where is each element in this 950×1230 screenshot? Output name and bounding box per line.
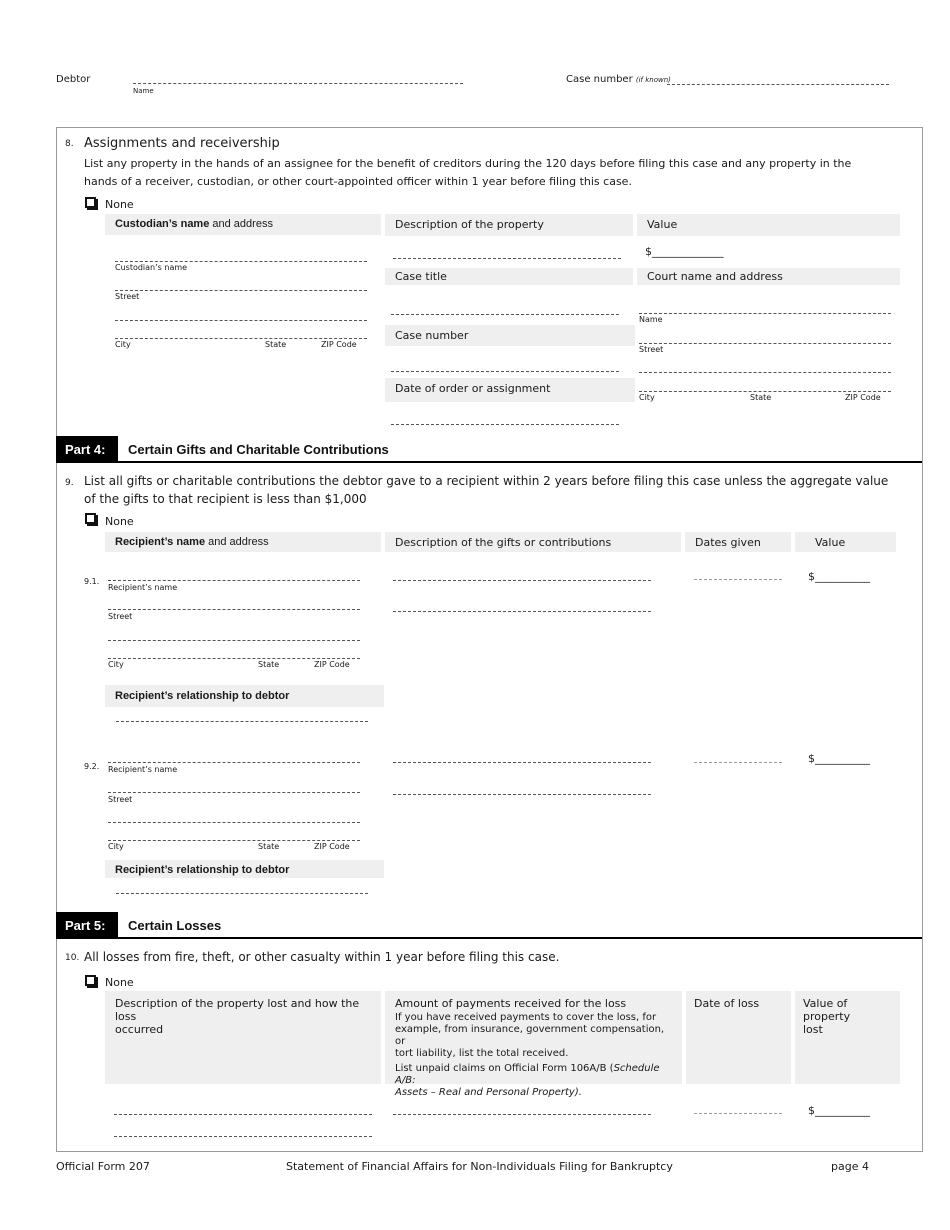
- q9-entry1-zip-label: ZIP Code: [314, 660, 350, 669]
- q9-entry2-street-label: Street: [108, 795, 133, 804]
- q9-entry1-city-label: City: [108, 660, 124, 669]
- q9-text-line2: of the gifts to that recipient is less than $1,000: [84, 492, 367, 506]
- q9-entry1-state-label: State: [258, 660, 280, 669]
- q9-dates-header: Dates given: [685, 532, 791, 552]
- q9-number: 9.: [65, 478, 74, 488]
- q9-entry2-city-label: City: [108, 842, 124, 851]
- part4-bar: [56, 436, 922, 463]
- q8-court-zip-label: ZIP Code: [845, 393, 881, 402]
- q9-entry2-street-field[interactable]: [108, 792, 360, 793]
- footer-title: Statement of Financial Affairs for Non-Individuals Filing for Bankruptcy: [286, 1160, 673, 1173]
- case-number-field[interactable]: [667, 84, 889, 85]
- q10-number: 10.: [65, 953, 80, 963]
- q9-entry2-relationship-header: Recipient’s relationship to debtor: [105, 860, 384, 878]
- q9-entry1-address-line-field[interactable]: [108, 640, 360, 641]
- footer-form-name: Official Form 207: [56, 1160, 150, 1173]
- q8-court-street-field[interactable]: [639, 343, 891, 344]
- q8-street-label: Street: [115, 292, 140, 301]
- q8-case-title-field[interactable]: [391, 314, 619, 315]
- debtor-label: Debtor: [56, 74, 91, 85]
- q8-none-label: None: [105, 198, 134, 211]
- q9-entry2-dates-field[interactable]: [694, 762, 782, 763]
- q9-entry1-recipient-name-field[interactable]: [108, 580, 360, 581]
- q8-court-state-label: State: [750, 393, 772, 402]
- q9-entry1-description-field2[interactable]: [393, 611, 651, 612]
- q9-entry2-zip-label: ZIP Code: [314, 842, 350, 851]
- part4-label: Part 4:: [56, 436, 118, 463]
- q9-text-line1: List all gifts or charitable contributions the debtor gave to a recipient within 2 years before filing this case unless the aggregate value: [84, 474, 889, 488]
- q9-entry1-description-field1[interactable]: [393, 580, 651, 581]
- q8-zip-label: ZIP Code: [321, 340, 357, 349]
- q9-recipient-header: Recipient’s name and address: [105, 532, 381, 552]
- q8-city-label: City: [115, 340, 131, 349]
- q8-number: 8.: [65, 139, 74, 149]
- part5-title: Certain Losses: [128, 918, 222, 933]
- q9-none-label: None: [105, 515, 134, 528]
- q8-court-name-label: Name: [639, 315, 663, 324]
- q8-case-number-header: Case number: [385, 325, 635, 346]
- q8-description-line1: List any property in the hands of an assignee for the benefit of creditors during the 120 days before filing this case and any property in the: [84, 157, 852, 170]
- q9-entry1-recipient-name-label: Recipient’s name: [108, 583, 178, 592]
- q9-entry1-dates-field[interactable]: [694, 579, 782, 580]
- q8-court-header: Court name and address: [637, 268, 900, 285]
- q8-description-line2: hands of a receiver, custodian, or other court-appointed officer within 1 year before filing this case.: [84, 175, 632, 188]
- q10-amount-header: Amount of payments received for the loss If you have received payments to cover the loss, for example, from insurance, government compensation, or tort liability, list the total received. List unpaid claims on Official Form 106A/B (Schedule A/B: Assets – Real and Personal Property).: [385, 991, 682, 1084]
- q8-case-title-header: Case title: [385, 268, 633, 285]
- footer-page: page 4: [831, 1160, 869, 1173]
- q9-entry2-city-state-zip-field[interactable]: [108, 840, 360, 841]
- q9-entry2-value-field[interactable]: $__________: [808, 752, 870, 765]
- q8-description-header: Description of the property: [385, 214, 633, 236]
- q9-entry1-street-label: Street: [108, 612, 133, 621]
- q10-description-field2[interactable]: [114, 1136, 372, 1137]
- q8-street-field[interactable]: [115, 290, 367, 291]
- q9-entry1-value-field[interactable]: $__________: [808, 570, 870, 583]
- q9-entry1-city-state-zip-field[interactable]: [108, 658, 360, 659]
- q8-date-field[interactable]: [391, 424, 619, 425]
- q8-court-city-label: City: [639, 393, 655, 402]
- q8-court-street-label: Street: [639, 345, 664, 354]
- q10-amount-field[interactable]: [393, 1114, 651, 1115]
- q9-entry2-recipient-name-label: Recipient’s name: [108, 765, 178, 774]
- q10-none-checkbox[interactable]: [85, 975, 96, 986]
- debtor-name-field[interactable]: [133, 83, 463, 84]
- q8-custodian-name-field[interactable]: [115, 261, 367, 262]
- q8-custodian-name-label: Custodian’s name: [115, 263, 188, 272]
- q10-date-header: Date of loss: [686, 991, 791, 1084]
- q8-date-header: Date of order or assignment: [385, 378, 635, 402]
- q9-entry1-number: 9.1.: [84, 577, 100, 586]
- q9-entry2-recipient-name-field[interactable]: [108, 762, 360, 763]
- q8-custodian-header: Custodian’s name and address: [105, 214, 381, 235]
- q9-entry2-address-line-field[interactable]: [108, 822, 360, 823]
- part5-bar: [56, 912, 922, 939]
- q8-case-number-field[interactable]: [391, 371, 619, 372]
- q8-address-line-field[interactable]: [115, 320, 367, 321]
- q9-value-header: Value: [795, 532, 896, 552]
- q8-none-checkbox[interactable]: [85, 197, 96, 208]
- q8-title: Assignments and receivership: [84, 136, 280, 151]
- q9-entry2-relationship-field[interactable]: [116, 893, 368, 894]
- q10-value-header: Value of property lost: [795, 991, 900, 1084]
- q10-none-label: None: [105, 976, 134, 989]
- q10-date-field[interactable]: [694, 1113, 782, 1114]
- part5-label: Part 5:: [56, 912, 118, 939]
- q9-entry1-relationship-field[interactable]: [116, 721, 368, 722]
- q9-entry1-relationship-header: Recipient’s relationship to debtor: [105, 685, 384, 707]
- name-sublabel: Name: [133, 87, 154, 95]
- q8-state-label: State: [265, 340, 287, 349]
- q10-description-header: Description of the property lost and how the loss occurred: [105, 991, 381, 1084]
- q8-property-description-field[interactable]: [393, 258, 621, 259]
- q9-entry1-street-field[interactable]: [108, 609, 360, 610]
- q8-court-city-state-zip-field[interactable]: [639, 391, 891, 392]
- q10-text: All losses from fire, theft, or other casualty within 1 year before filing this case.: [84, 950, 560, 964]
- q9-entry2-state-label: State: [258, 842, 280, 851]
- q8-city-state-zip-field[interactable]: [115, 338, 367, 339]
- q9-description-header: Description of the gifts or contributions: [385, 532, 681, 552]
- q10-description-field1[interactable]: [114, 1114, 372, 1115]
- q9-entry2-description-field2[interactable]: [393, 794, 651, 795]
- q8-value-header: Value: [637, 214, 900, 236]
- case-number-label: Case number (if known): [566, 74, 671, 85]
- q8-court-name-field[interactable]: [639, 313, 891, 314]
- q9-entry2-description-field1[interactable]: [393, 762, 651, 763]
- q10-value-field[interactable]: $__________: [808, 1104, 870, 1117]
- q9-none-checkbox[interactable]: [85, 513, 96, 524]
- q8-value-field[interactable]: $_____________: [645, 245, 724, 258]
- q9-entry2-number: 9.2.: [84, 762, 100, 771]
- q8-court-address-line-field[interactable]: [639, 372, 891, 373]
- part4-title: Certain Gifts and Charitable Contributions: [128, 442, 389, 457]
